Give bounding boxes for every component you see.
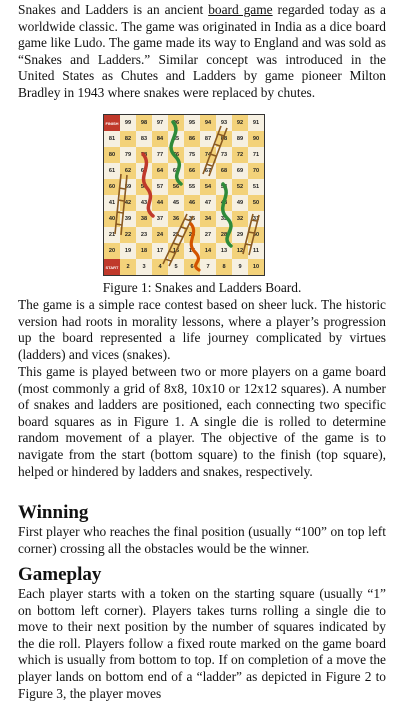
board-square: 82: [120, 131, 136, 147]
board-square: 40: [104, 211, 120, 227]
board-square: 51: [248, 179, 264, 195]
gameplay-paragraph: Each player starts with a token on the starting square (usually “1” on bottom left corner). Players takes turns rolling a single die to move to their next position by the number of squares indicated by the die roll. Players follow a fixed route marked on the game board which is usually from bottom to top. If on completion of a move the player lands on bottom end of a “ladder” as depicted in Figure 2 to Figure 3, the player moves: [18, 586, 386, 701]
board-square: 47: [200, 195, 216, 211]
board-square: 67: [200, 163, 216, 179]
board-square: 52: [232, 179, 248, 195]
board-square: 15: [184, 243, 200, 259]
game-board: [103, 114, 265, 276]
board-square: 3: [136, 259, 152, 275]
board-square: 80: [104, 147, 120, 163]
gameplay-heading: Gameplay: [18, 564, 102, 585]
intro-text-start: Snakes and Ladders is an ancient: [18, 2, 209, 17]
board-square: 97: [152, 115, 168, 131]
board-square: 70: [248, 163, 264, 179]
intro-paragraph: [18, 2, 386, 102]
board-square: 83: [136, 131, 152, 147]
board-square: 39: [120, 211, 136, 227]
board-square: 72: [232, 147, 248, 163]
board-square: 27: [200, 227, 216, 243]
board-square: 13: [216, 243, 232, 259]
intro-text-end: regarded today as a worldwide classic. The game was originated in India as a dice board game like Ludo. The game made its way to England and was sold as “Snakes and Ladders.” Similar concept was introduced in the United States as Chutes and Ladders by game pioneer Milton Bradley in 1943 where snakes were replaced by chutes.: [18, 2, 386, 100]
board-square: 99: [120, 115, 136, 131]
board-square: 2: [120, 259, 136, 275]
board-square: 75: [184, 147, 200, 163]
snakes-ladders-figure: [103, 114, 265, 276]
board-square: 76: [168, 147, 184, 163]
board-square: 8: [216, 259, 232, 275]
board-square: 22: [120, 227, 136, 243]
board-square: 69: [232, 163, 248, 179]
winning-heading: Winning: [18, 502, 89, 523]
board-game-link[interactable]: board game: [208, 2, 273, 17]
board-square: 73: [216, 147, 232, 163]
board-square: 55: [184, 179, 200, 195]
board-square: 35: [184, 211, 200, 227]
board-square: 93: [216, 115, 232, 131]
board-square: 90: [248, 131, 264, 147]
board-square: 68: [216, 163, 232, 179]
board-square: 20: [104, 243, 120, 259]
board-square: 63: [136, 163, 152, 179]
board-square: 26: [184, 227, 200, 243]
board-square: 36: [168, 211, 184, 227]
board-square: 14: [200, 243, 216, 259]
board-square: 62: [120, 163, 136, 179]
board-square: 65: [168, 163, 184, 179]
board-square: 91: [248, 115, 264, 131]
board-square: 87: [200, 131, 216, 147]
board-square: 78: [136, 147, 152, 163]
figure-caption: Figure 1: Snakes and Ladders Board.: [102, 280, 302, 295]
board-square: 31: [248, 211, 264, 227]
board-square: 4: [152, 259, 168, 275]
board-square: 53: [216, 179, 232, 195]
board-square: 98: [136, 115, 152, 131]
board-square: 84: [152, 131, 168, 147]
board-square: 49: [232, 195, 248, 211]
board-square: 54: [200, 179, 216, 195]
board-square: 17: [152, 243, 168, 259]
board-square: 74: [200, 147, 216, 163]
board-square: 64: [152, 163, 168, 179]
board-square: 88: [216, 131, 232, 147]
board-square: 43: [136, 195, 152, 211]
board-square: 61: [104, 163, 120, 179]
board-square: 96: [168, 115, 184, 131]
board-square: 92: [232, 115, 248, 131]
board-square: 66: [184, 163, 200, 179]
board-square: 86: [184, 131, 200, 147]
board-square: 11: [248, 243, 264, 259]
board-square: 45: [168, 195, 184, 211]
board-square: 89: [232, 131, 248, 147]
board-square: 59: [120, 179, 136, 195]
board-square: 16: [168, 243, 184, 259]
body-paragraph-1: The game is a simple race contest based on sheer luck. The historic version had roots in morality lessons, where a player’s progression up the board represented a life journey complicated by virtues (ladders) and vices (snakes).: [18, 297, 386, 362]
board-square: 28: [216, 227, 232, 243]
board-square: 42: [120, 195, 136, 211]
board-square: 95: [184, 115, 200, 131]
board-square: 77: [152, 147, 168, 163]
board-square: 34: [200, 211, 216, 227]
board-square: 25: [168, 227, 184, 243]
board-square: 37: [152, 211, 168, 227]
board-square: 12: [232, 243, 248, 259]
board-square: 19: [120, 243, 136, 259]
board-square: 41: [104, 195, 120, 211]
board-square: 38: [136, 211, 152, 227]
board-square: 6: [184, 259, 200, 275]
board-square: 32: [232, 211, 248, 227]
board-square: 30: [248, 227, 264, 243]
board-square: 33: [216, 211, 232, 227]
board-square: 58: [136, 179, 152, 195]
board-square: 5: [168, 259, 184, 275]
board-square: 10: [248, 259, 264, 275]
board-square: 29: [232, 227, 248, 243]
body-paragraph-2: This game is played between two or more players on a game board (most commonly a grid of 8x8, 10x10 or 12x12 squares). A number of snakes and ladders are positioned, each connecting two specific board squares as in Figure 1. A single die is rolled to determine random movement of a player. The objective of the game is to navigate from the start (bottom square) to the finish (top square), helped or hindered by ladders and snakes, respectively.: [18, 364, 386, 479]
board-square: 71: [248, 147, 264, 163]
board-square: 85: [168, 131, 184, 147]
board-square: 46: [184, 195, 200, 211]
board-square: 57: [152, 179, 168, 195]
board-square: FINISH: [104, 115, 120, 131]
winning-paragraph: First player who reaches the final position (usually “100” on top left corner) crossing all the obstacles would be the winner.: [18, 524, 386, 556]
board-square: 48: [216, 195, 232, 211]
board-square: 50: [248, 195, 264, 211]
board-square: 9: [232, 259, 248, 275]
board-square: 7: [200, 259, 216, 275]
board-square: 56: [168, 179, 184, 195]
board-square: START: [104, 259, 120, 275]
board-square: 60: [104, 179, 120, 195]
board-square: 94: [200, 115, 216, 131]
board-square: 79: [120, 147, 136, 163]
board-square: 18: [136, 243, 152, 259]
board-square: 81: [104, 131, 120, 147]
board-square: 44: [152, 195, 168, 211]
board-square: 21: [104, 227, 120, 243]
board-square: 24: [152, 227, 168, 243]
board-square: 23: [136, 227, 152, 243]
